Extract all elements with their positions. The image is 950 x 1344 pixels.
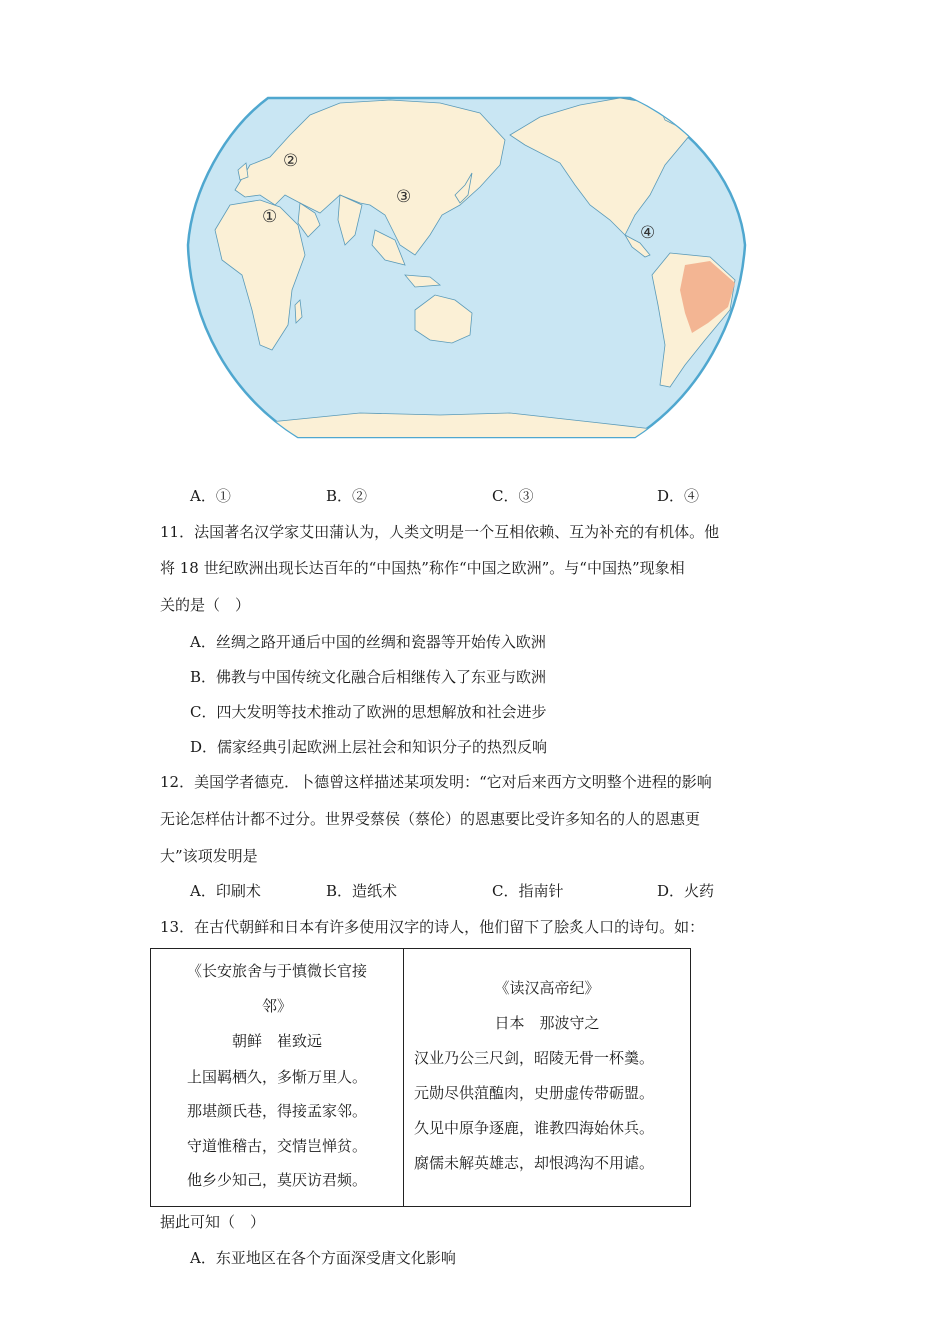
poem-right-cell <box>404 949 691 1207</box>
q13-intro: 13．在古代朝鲜和日本有许多使用汉字的诗人，他们留下了脍炙人口的诗句。如： <box>160 918 705 936</box>
poem-left-cell <box>151 949 404 1207</box>
q13-stem: 据此可知（ ） <box>160 1213 266 1231</box>
q10-option-b[interactable] <box>326 486 367 506</box>
option-letter: C． <box>492 487 519 505</box>
marker-1: ① <box>262 207 278 227</box>
q11-option-d[interactable]: D．儒家经典引起欧洲上层社会和知识分子的热烈反响 <box>190 738 548 756</box>
q11-option-a[interactable]: A．丝绸之路开通后中国的丝绸和瓷器等开始传入欧洲 <box>190 633 546 651</box>
q12-stem-line-1: 12．美国学者德克．卜德曾这样描述某项发明：“它对后来西方文明整个进程的影响 <box>160 773 712 791</box>
poem-right-line-2: 元勋尽供菹醢肉，史册虚传带砺盟。 <box>414 1084 655 1102</box>
poem-right-line-1: 汉业乃公三尺剑，昭陵无骨一杯羹。 <box>414 1049 655 1067</box>
world-map <box>180 95 750 440</box>
poem-left-title-2: 邻》 <box>261 997 292 1015</box>
landmass-antarctica <box>180 413 750 440</box>
poem-left-line-2: 那堪颜氏巷，得接孟家邻。 <box>186 1102 367 1120</box>
q11-stem-line-2: 将 18 世纪欧洲出现长达百年的“中国热”称作“中国之欧洲”。与“中国热”现象相 <box>160 559 685 577</box>
poem-left-line-4: 他乡少知己，莫厌访君频。 <box>186 1171 367 1189</box>
poem-right-title: 《读汉高帝纪》 <box>494 979 600 997</box>
marker-2: ② <box>283 151 299 171</box>
q11-option-c[interactable]: C．四大发明等技术推动了欧洲的思想解放和社会进步 <box>190 703 547 721</box>
option-text: ② <box>352 487 368 505</box>
poem-left-title-1: 《长安旅舍与于慎微长官接 <box>186 962 367 980</box>
q13-option-a[interactable]: A．东亚地区在各个方面深受唐文化影响 <box>190 1249 456 1267</box>
poem-left-author: 朝鲜 崔致远 <box>231 1032 322 1050</box>
marker-3: ③ <box>396 187 412 207</box>
q12-option-b[interactable]: B．造纸术 <box>326 882 398 900</box>
q11-option-b[interactable]: B．佛教与中国传统文化融合后相继传入了东亚与欧洲 <box>190 668 547 686</box>
q10-option-d[interactable] <box>657 486 699 506</box>
option-text: ③ <box>518 487 534 505</box>
world-map-figure <box>180 95 750 440</box>
option-text: ① <box>215 487 231 505</box>
q11-stem-line-3: 关的是（ ） <box>160 596 251 614</box>
q10-option-c[interactable] <box>492 486 534 506</box>
option-letter: A． <box>190 487 216 505</box>
q11-stem-line-1: 11．法国著名汉学家艾田蒲认为，人类文明是一个互相依赖、互为补充的有机体。他 <box>160 523 720 541</box>
option-letter: B． <box>326 487 353 505</box>
q12-option-c[interactable]: C．指南针 <box>492 882 564 900</box>
q12-stem-line-3: 大”该项发明是 <box>160 847 258 865</box>
poem-left-line-1: 上国羁栖久，多惭万里人。 <box>186 1068 367 1086</box>
poem-right-line-4: 腐儒未解英雄志，却恨鸿沟不用谑。 <box>414 1154 655 1172</box>
q12-option-a[interactable]: A．印刷术 <box>190 882 261 900</box>
q10-option-a[interactable] <box>190 486 231 506</box>
poem-right-author: 日本 那波守之 <box>494 1014 600 1032</box>
q12-stem-line-2: 无论怎样估计都不过分。世界受蔡侯（蔡伦）的恩惠要比受许多知名的人的恩惠更 <box>160 810 701 828</box>
marker-4: ④ <box>640 223 656 243</box>
option-text: ④ <box>684 487 700 505</box>
option-letter: D． <box>657 487 685 505</box>
poem-right-line-3: 久见中原争逐鹿，谁教四海始休兵。 <box>414 1119 655 1137</box>
poem-comparison-table <box>150 948 691 1207</box>
q12-option-d[interactable]: D．火药 <box>657 882 715 900</box>
poem-left-line-3: 守道惟稽古，交情岂惮贫。 <box>186 1137 367 1155</box>
